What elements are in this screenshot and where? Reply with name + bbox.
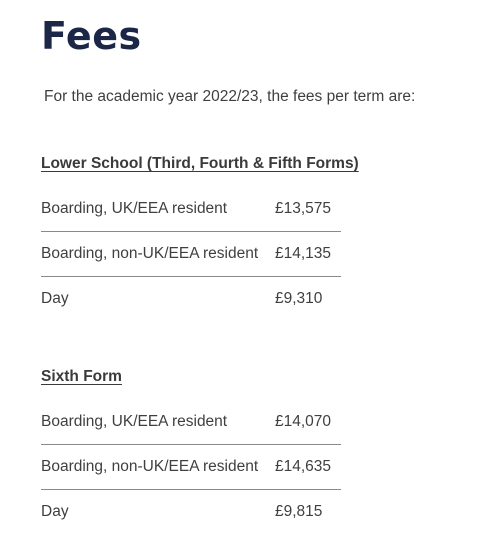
fee-label: Boarding, non-UK/EEA resident	[41, 458, 259, 475]
lower-school-section	[41, 153, 359, 321]
fee-amount: £9,310	[275, 290, 323, 307]
fee-label: Day	[41, 290, 69, 307]
table-row	[41, 277, 341, 321]
fee-amount: £14,635	[275, 458, 332, 475]
fee-amount: £14,135	[275, 245, 332, 262]
page-title: Fees	[41, 14, 142, 58]
sixth-form-heading: Sixth Form	[41, 368, 122, 385]
table-row	[41, 187, 341, 232]
intro-text: For the academic year 2022/23, the fees per term are:	[44, 88, 416, 105]
fee-label: Boarding, UK/EEA resident	[41, 200, 228, 217]
lower-school-fee-table	[41, 187, 341, 321]
fee-amount: £9,815	[275, 503, 323, 520]
fee-label: Day	[41, 503, 69, 520]
table-row	[41, 445, 341, 490]
fee-amount: £13,575	[275, 200, 332, 217]
sixth-form-fee-table	[41, 400, 341, 534]
table-row	[41, 232, 341, 277]
fee-amount: £14,070	[275, 413, 332, 430]
lower-school-heading: Lower School (Third, Fourth & Fifth Forms)	[41, 155, 359, 172]
fee-label: Boarding, UK/EEA resident	[41, 413, 228, 430]
fee-label: Boarding, non-UK/EEA resident	[41, 245, 259, 262]
table-row	[41, 490, 341, 534]
table-row	[41, 400, 341, 445]
sixth-form-section	[41, 366, 341, 534]
